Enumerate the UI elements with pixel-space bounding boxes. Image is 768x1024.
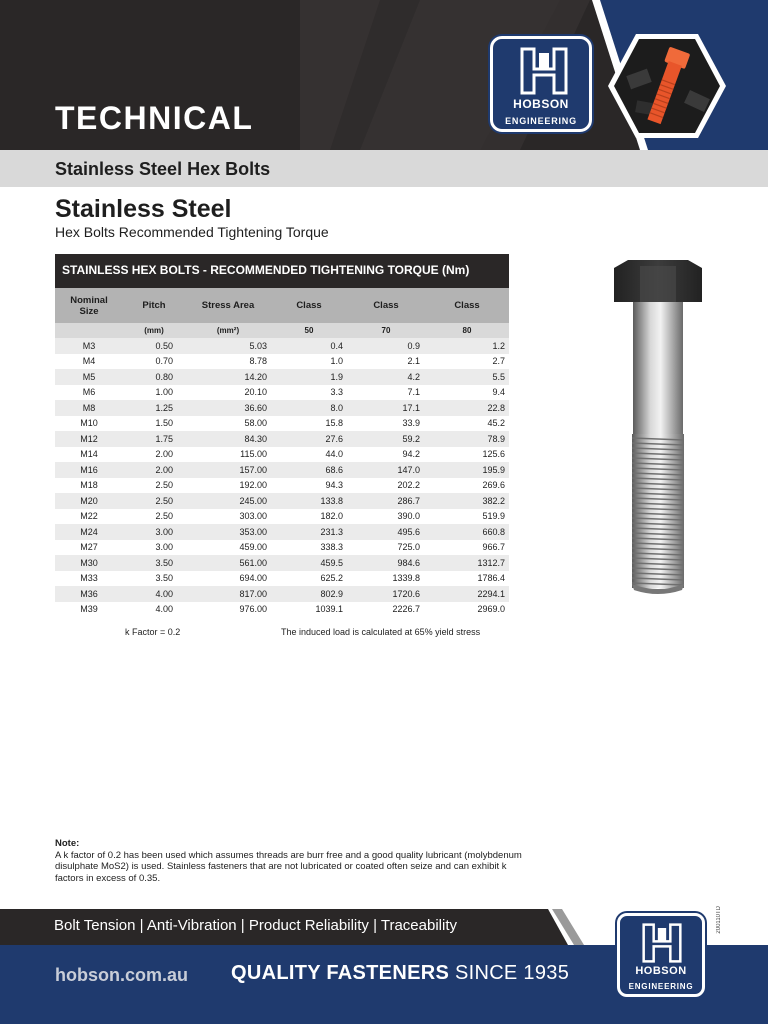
table-row: M36 4.00 817.00 802.9 1720.6 2294.1 bbox=[55, 586, 509, 602]
table-title: STAINLESS HEX BOLTS - RECOMMENDED TIGHTENING TORQUE (Nm) bbox=[55, 254, 509, 288]
table-row: M14 2.00 115.00 44.0 94.2 125.6 bbox=[80, 449, 505, 460]
table-row: M22 2.50 303.00 182.0 390.0 519.9 bbox=[80, 511, 505, 522]
table-row: M18 2.50 192.00 94.3 202.2 269.6 bbox=[80, 480, 505, 491]
table-header-row bbox=[55, 288, 509, 323]
col-header-pitch: Pitch bbox=[123, 288, 185, 323]
page-title: Stainless Steel bbox=[55, 195, 232, 223]
table-row: M24 3.00 353.00 231.3 495.6 660.8 bbox=[55, 524, 509, 540]
table-row: M8 1.25 36.60 8.0 17.1 22.8 bbox=[55, 400, 509, 416]
col-header-class-80: Class bbox=[425, 288, 509, 323]
table-row: M3 0.50 5.03 0.4 0.9 1.2 bbox=[55, 338, 509, 354]
slogan: QUALITY FASTENERS SINCE 1935 bbox=[231, 962, 570, 984]
col-header-class-50: Class bbox=[271, 288, 347, 323]
table-row: M27 3.00 459.00 338.3 725.0 966.7 bbox=[80, 542, 505, 553]
table-units-row: (mm) (mm²) 50 70 80 bbox=[55, 323, 509, 338]
note-text: A k factor of 0.2 has been used which assumes threads are burr free and a good quality lubricant (molybdenum disulphate MoS2) is used. Stainless fasteners that are not lubricated or coated often seize and can exhibit k factors in excess of 0.35. bbox=[55, 849, 522, 884]
table-row: M5 0.80 14.20 1.9 4.2 5.5 bbox=[55, 369, 509, 385]
table-body bbox=[55, 323, 509, 617]
col-header-size: Nominal Size bbox=[55, 288, 123, 323]
col-header-class-70: Class bbox=[347, 288, 425, 323]
col-header-stress-area: Stress Area bbox=[185, 288, 271, 323]
table-row: M4 0.70 8.78 1.0 2.1 2.7 bbox=[82, 356, 505, 367]
page-category-title: TECHNICAL bbox=[55, 100, 254, 136]
table-row: M6 1.00 20.10 3.3 7.1 9.4 bbox=[82, 387, 505, 398]
subheader-label: Stainless Steel Hex Bolts bbox=[55, 159, 271, 179]
table-row: M30 3.50 561.00 459.5 984.6 1312.7 bbox=[55, 555, 509, 571]
hex-bolt-illustration bbox=[608, 258, 708, 598]
note-title: Note: bbox=[55, 838, 80, 849]
tagline: Bolt Tension | Anti-Vibration | Product Reliability | Traceability bbox=[54, 917, 458, 934]
document-number: 200110TD bbox=[716, 906, 722, 934]
hobson-mark-icon bbox=[519, 47, 569, 95]
table-row: M16 2.00 157.00 68.6 147.0 195.9 bbox=[55, 462, 509, 478]
table-row: M33 3.50 694.00 625.2 1339.8 1786.4 bbox=[80, 573, 505, 584]
table-row: M20 2.50 245.00 133.8 286.7 382.2 bbox=[55, 493, 509, 509]
torque-table bbox=[55, 288, 509, 617]
page-subtitle: Hex Bolts Recommended Tightening Torque bbox=[55, 224, 329, 240]
bolt-photo-icon bbox=[606, 32, 728, 140]
subheader-bar bbox=[0, 150, 768, 187]
table-row: M10 1.50 58.00 15.8 33.9 45.2 bbox=[80, 418, 505, 429]
k-factor-note: k Factor = 0.2 bbox=[125, 627, 181, 637]
website-link[interactable]: hobson.com.au bbox=[55, 965, 189, 985]
table-row: M39 4.00 976.00 1039.1 2226.7 2969.0 bbox=[80, 604, 505, 615]
hobson-logo: HOBSON ENGINEERING bbox=[490, 36, 592, 132]
induced-load-note: The induced load is calculated at 65% yield stress bbox=[281, 627, 481, 637]
table-row: M12 1.75 84.30 27.6 59.2 78.9 bbox=[55, 431, 509, 447]
note-block bbox=[55, 838, 525, 884]
hobson-logo-footer: HOBSON ENGINEERING bbox=[617, 913, 705, 997]
hobson-mark-icon bbox=[641, 923, 683, 963]
